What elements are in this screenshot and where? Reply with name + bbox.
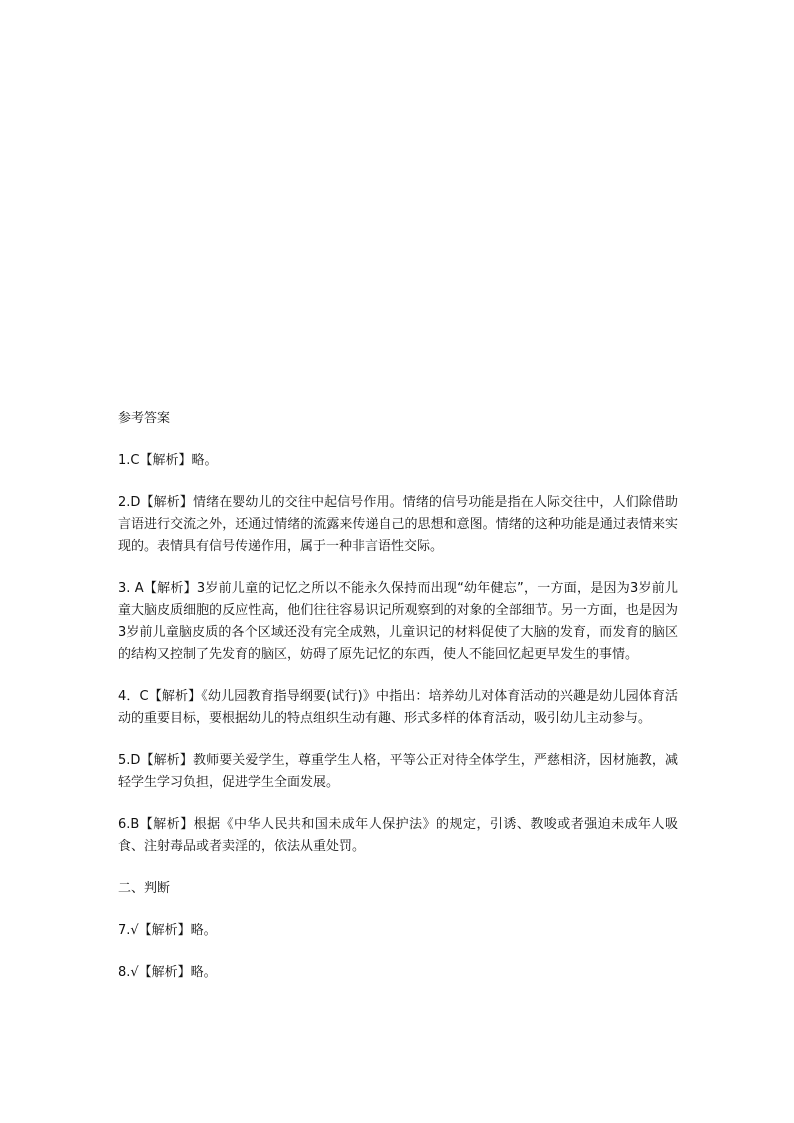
answer-key-title: 参考答案 [118,411,171,426]
answer-2: 2.D【解析】情绪在婴幼儿的交往中起信号作用。情绪的信号功能是指在人际交往中，人们除借助言语进行交流之外，还通过情绪的流露来传递自己的思想和意图。情绪的这种功能是通过表情来实现的。表情具有信号传递作用，属于一种非言语性交际。 [118,495,678,554]
answer-key [118,408,678,1004]
answer-1: 1.C【解析】略。 [118,453,218,468]
answer-8: 8.√【解析】略。 [118,965,217,980]
answer-6: 6.B【解析】根据《中华人民共和国未成年人保护法》的规定，引诱、教唆或者强迫未成年人吸食、注射毒品或者卖淫的，依法从重处罚。 [118,817,678,854]
answer-5: 5.D【解析】教师要关爱学生，尊重学生人格，平等公正对待全体学生，严慈相济，因材施教，减轻学生学习负担，促进学生全面发展。 [118,753,678,790]
answer-4: 4．C【解析】《幼儿园教育指导纲要(试行)》中指出：培养幼儿对体育活动的兴趣是幼儿园体育活动的重要目标，要根据幼儿的特点组织生动有趣、形式多样的体育活动，吸引幼儿主动参与。 [118,689,678,726]
section-heading-judgement: 二、判断 [118,881,171,896]
answer-7: 7.√【解析】略。 [118,923,217,938]
answer-3: 3. A【解析】3岁前儿童的记忆之所以不能永久保持而出现“幼年健忘”，一方面，是因为3岁前儿童大脑皮质细胞的反应性高，他们往往容易识记所观察到的对象的全部细节。另一方面，也是因为3岁前儿童脑皮质的各个区域还没有完全成熟，儿童识记的材料促使了大脑的发育，而发育的脑区的结构又控制了先发育的脑区，妨碍了原先记忆的东西，使人不能回忆起更早发生的事情。 [118,581,678,662]
